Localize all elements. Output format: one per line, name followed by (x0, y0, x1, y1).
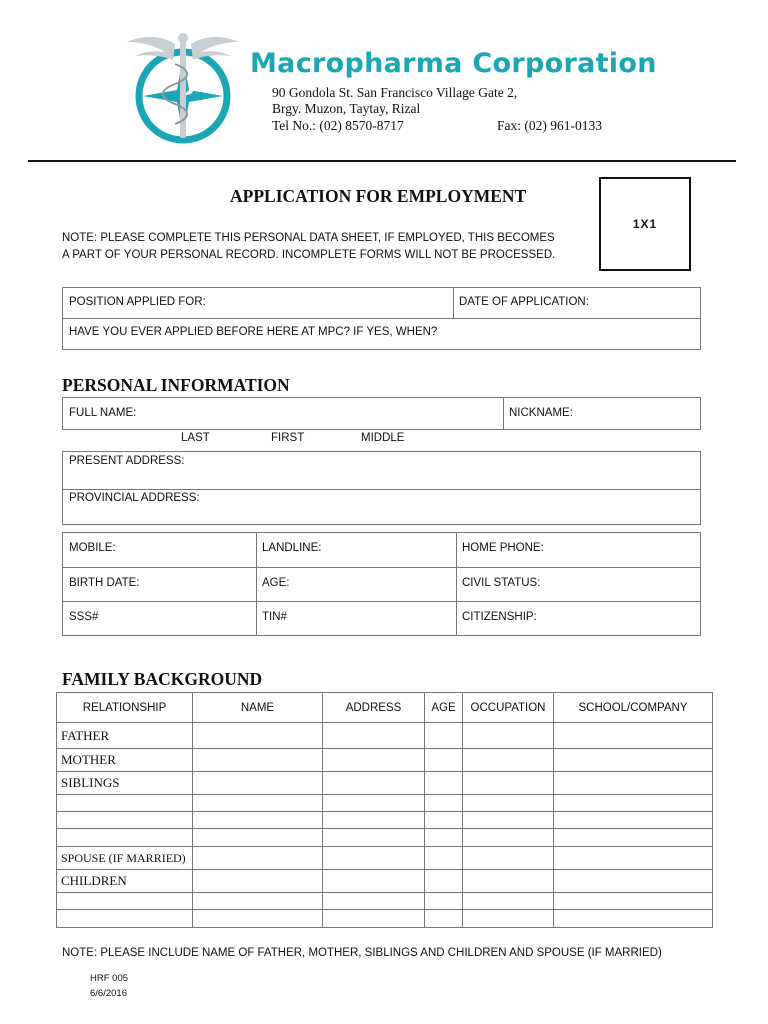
relationship-cell (57, 829, 193, 847)
table-row (57, 910, 713, 928)
form-title: APPLICATION FOR EMPLOYMENT (230, 186, 527, 206)
table-row (57, 795, 713, 812)
column-header-school-company: SCHOOL/COMPANY (554, 693, 713, 723)
relationship-cell: SIBLINGS (57, 772, 193, 795)
school-company-cell[interactable] (554, 723, 713, 749)
age-cell[interactable] (425, 910, 463, 928)
age-cell[interactable] (425, 795, 463, 812)
family-note: NOTE: PLEASE INCLUDE NAME OF FATHER, MOTHER, SIBLINGS AND CHILDREN AND SPOUSE (IF MARRIED) (62, 947, 662, 959)
birth-date-field[interactable]: BIRTH DATE: (69, 577, 140, 589)
age-field[interactable]: AGE: (262, 577, 290, 589)
family-background-table (56, 692, 713, 928)
table-row (57, 829, 713, 847)
relationship-cell (57, 893, 193, 910)
name-hint-last: LAST (181, 432, 210, 444)
age-cell[interactable] (425, 812, 463, 829)
occupation-cell[interactable] (463, 812, 554, 829)
address-box (62, 451, 701, 525)
age-cell[interactable] (425, 870, 463, 893)
occupation-cell[interactable] (463, 723, 554, 749)
age-cell[interactable] (425, 893, 463, 910)
relationship-cell: FATHER (57, 723, 193, 749)
form-revision-date: 6/6/2016 (90, 988, 127, 999)
name-cell[interactable] (193, 910, 323, 928)
telephone-number: Tel No.: (02) 8570-8717 (272, 118, 404, 133)
table-row (57, 749, 713, 772)
occupation-cell[interactable] (463, 772, 554, 795)
address-cell[interactable] (323, 893, 425, 910)
name-cell[interactable] (193, 893, 323, 910)
school-company-cell[interactable] (554, 812, 713, 829)
name-hint-middle: MIDDLE (361, 432, 405, 444)
name-cell[interactable] (193, 870, 323, 893)
position-applied-field[interactable]: POSITION APPLIED FOR: (69, 296, 206, 308)
company-name: Macropharma Corporation (250, 48, 657, 79)
name-cell[interactable] (193, 772, 323, 795)
full-name-field[interactable]: FULL NAME: (69, 407, 137, 419)
column-header-address: ADDRESS (323, 693, 425, 723)
table-row (57, 723, 713, 749)
landline-field[interactable]: LANDLINE: (262, 542, 322, 554)
company-logo-icon (125, 30, 245, 148)
tin-field[interactable]: TIN# (262, 611, 287, 623)
relationship-cell: SPOUSE (IF MARRIED) (57, 847, 193, 870)
fax-number: Fax: (02) 961-0133 (497, 118, 602, 133)
occupation-cell[interactable] (463, 870, 554, 893)
table-row (57, 870, 713, 893)
relationship-cell (57, 795, 193, 812)
occupation-cell[interactable] (463, 795, 554, 812)
address-cell[interactable] (323, 870, 425, 893)
instructions-note-line-1: NOTE: PLEASE COMPLETE THIS PERSONAL DATA SHEET, IF EMPLOYED, THIS BECOMES (62, 232, 555, 244)
address-line-1: 90 Gondola St. San Francisco Village Gate 2, (272, 85, 518, 100)
occupation-cell[interactable] (463, 829, 554, 847)
column-header-occupation: OCCUPATION (463, 693, 554, 723)
provincial-address-field[interactable]: PROVINCIAL ADDRESS: (69, 492, 200, 504)
age-cell[interactable] (425, 749, 463, 772)
column-header-relationship: RELATIONSHIP (57, 693, 193, 723)
address-cell[interactable] (323, 772, 425, 795)
table-row (57, 893, 713, 910)
citizenship-field[interactable]: CITIZENSHIP: (462, 611, 537, 623)
name-cell[interactable] (193, 847, 323, 870)
address-cell[interactable] (323, 723, 425, 749)
address-cell[interactable] (323, 829, 425, 847)
school-company-cell[interactable] (554, 829, 713, 847)
name-cell[interactable] (193, 723, 323, 749)
name-cell[interactable] (193, 829, 323, 847)
sss-field[interactable]: SSS# (69, 611, 99, 623)
family-background-heading: FAMILY BACKGROUND (62, 669, 263, 689)
form-code: HRF 005 (90, 973, 129, 984)
full-name-box (62, 397, 701, 430)
occupation-cell[interactable] (463, 893, 554, 910)
name-cell[interactable] (193, 749, 323, 772)
address-cell[interactable] (323, 847, 425, 870)
application-details-box (62, 287, 701, 350)
family-table-header-row (57, 693, 713, 723)
address-cell[interactable] (323, 812, 425, 829)
table-row (57, 812, 713, 829)
school-company-cell[interactable] (554, 910, 713, 928)
photo-box-label: 1X1 (632, 217, 658, 231)
age-cell[interactable] (425, 847, 463, 870)
column-header-age: AGE (425, 693, 463, 723)
age-cell[interactable] (425, 772, 463, 795)
school-company-cell[interactable] (554, 847, 713, 870)
present-address-field[interactable]: PRESENT ADDRESS: (69, 455, 185, 467)
header-divider (28, 160, 736, 162)
age-cell[interactable] (425, 829, 463, 847)
occupation-cell[interactable] (463, 910, 554, 928)
school-company-cell[interactable] (554, 749, 713, 772)
name-cell[interactable] (193, 812, 323, 829)
mobile-field[interactable]: MOBILE: (69, 542, 116, 554)
name-hint-first: FIRST (271, 432, 305, 444)
home-phone-field[interactable]: HOME PHONE: (462, 542, 544, 554)
photo-box[interactable] (599, 177, 691, 271)
address-cell[interactable] (323, 910, 425, 928)
date-of-application-field[interactable]: DATE OF APPLICATION: (459, 296, 589, 308)
name-cell[interactable] (193, 795, 323, 812)
civil-status-field[interactable]: CIVIL STATUS: (462, 577, 541, 589)
address-line-2: Brgy. Muzon, Taytay, Rizal (272, 101, 421, 116)
address-cell[interactable] (323, 795, 425, 812)
age-cell[interactable] (425, 723, 463, 749)
relationship-cell: CHILDREN (57, 870, 193, 893)
school-company-cell[interactable] (554, 893, 713, 910)
relationship-cell: MOTHER (57, 749, 193, 772)
address-cell[interactable] (323, 749, 425, 772)
personal-information-heading: PERSONAL INFORMATION (62, 375, 290, 395)
table-row (57, 847, 713, 870)
column-header-name: NAME (193, 693, 323, 723)
school-company-cell[interactable] (554, 772, 713, 795)
school-company-cell[interactable] (554, 870, 713, 893)
school-company-cell[interactable] (554, 795, 713, 812)
occupation-cell[interactable] (463, 847, 554, 870)
occupation-cell[interactable] (463, 749, 554, 772)
nickname-field[interactable]: NICKNAME: (509, 407, 573, 419)
relationship-cell (57, 910, 193, 928)
contact-details-box (62, 532, 701, 636)
table-row (57, 772, 713, 795)
applied-before-field[interactable]: HAVE YOU EVER APPLIED BEFORE HERE AT MPC? IF YES, WHEN? (69, 326, 438, 338)
instructions-note-line-2: A PART OF YOUR PERSONAL RECORD. INCOMPLETE FORMS WILL NOT BE PROCESSED. (62, 249, 556, 261)
relationship-cell (57, 812, 193, 829)
